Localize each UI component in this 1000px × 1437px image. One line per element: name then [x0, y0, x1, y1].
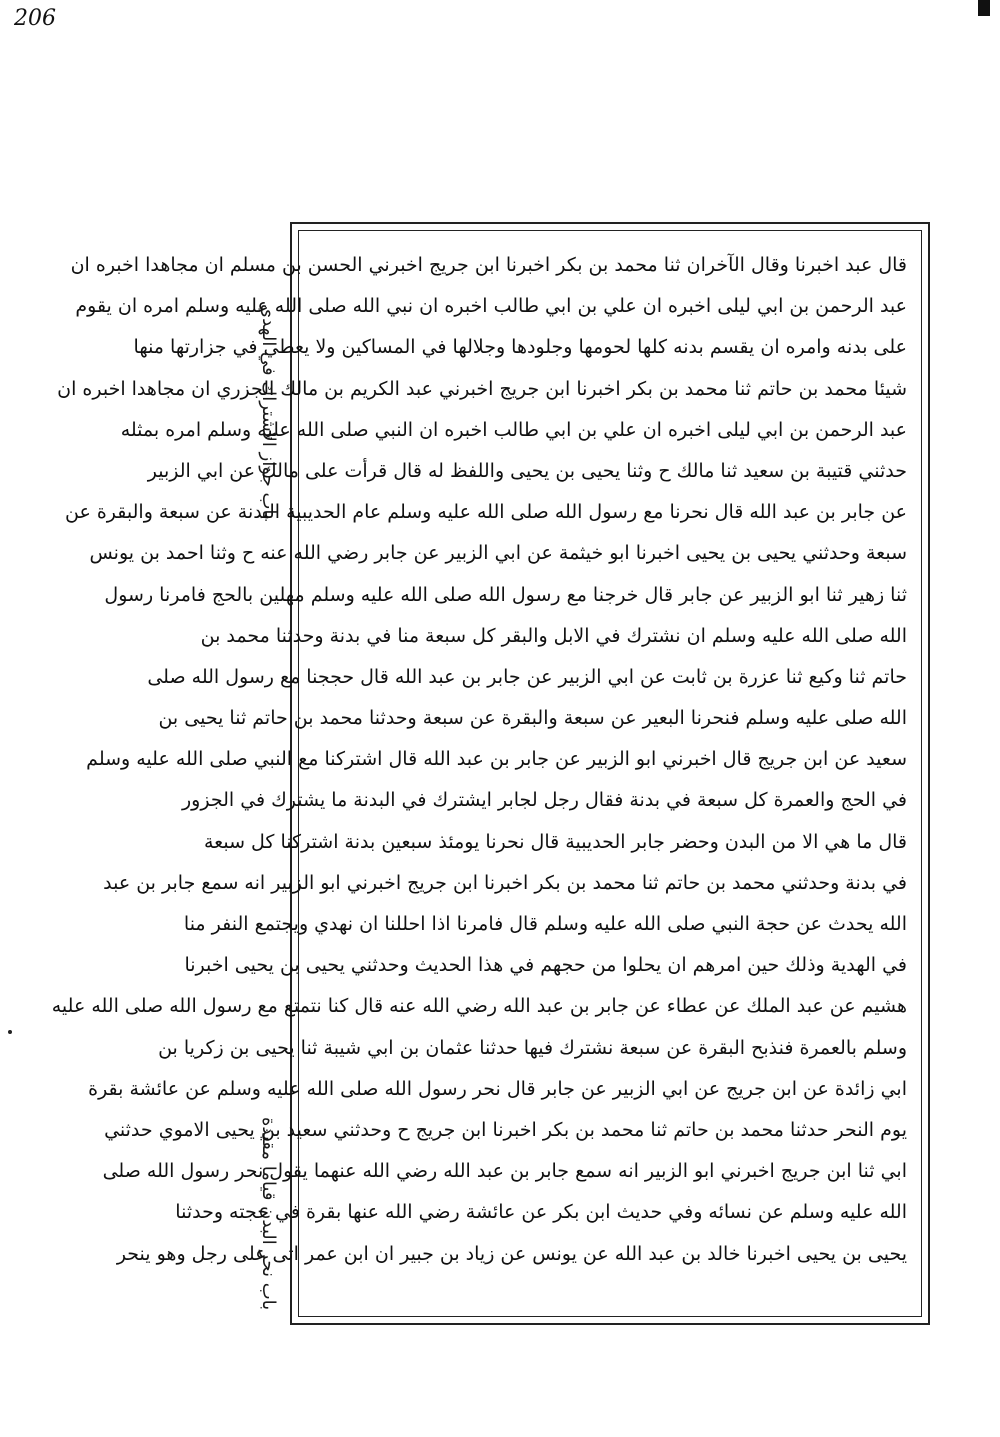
text-line: في بدنة وحدثني محمد بن حاتم ثنا محمد بن بكر اخبرنا ابن جريج اخبرني ابو الزبير انه سمع جابر بن عبد	[103, 871, 907, 894]
text-line: عبد الرحمن بن ابي ليلى اخبره ان علي بن ابي طالب اخبره ان نبي الله صلى الله عليه وسلم امره ان يقوم	[75, 295, 907, 318]
text-line: قال عبد اخبرنا وقال الآخران ثنا محمد بن بكر اخبرنا ابن جريج اخبرني الحسن بن مسلم ان مجاهدا اخبره ان	[70, 254, 907, 276]
text-line: حاتم ثنا وكيع ثنا عزرة بن ثابت عن ابي الزبير عن جابر بن عبد الله قال حججنا مع رسول الله صلى	[147, 665, 907, 688]
text-line: في الهدية وذلك حين امرهم ان يحلوا من حجهم في هذا الحديث وحدثني يحيى بن يحيى اخبرنا	[184, 954, 907, 977]
text-line: هشيم عن عبد الملك عن عطاء عن جابر بن عبد الله رضي الله عنه قال كنا نتمتع مع رسول الله صلى الله عليه	[51, 995, 907, 1018]
text-line: الله يحدث عن حجة النبي صلى الله عليه وسلم قال فامرنا اذا احللنا ان نهدي ويجتمع النفر منا	[183, 913, 907, 935]
text-line: قال ما هي الا من البدن وحضر جابر الحديبية قال نحرنا يومئذ سبعين بدنة اشتركنا كل سبعة	[204, 830, 907, 853]
text-line: عن جابر بن عبد الله قال نحرنا مع رسول الله صلى الله عليه وسلم عام الحديبية البدنة عن سبعة والبقرة عن	[65, 501, 907, 524]
margin-note-top: باب جواز الاشتراك في الهدي	[258, 304, 279, 520]
text-line: الله صلى عليه وسلم فنحرنا البعير عن سبعة والبقرة عن سبعة وحدثنا محمد بن حاتم ثنا يحيى بن	[158, 707, 907, 730]
corner-mark	[978, 0, 990, 16]
text-line: ابي ثنا ابن جريج اخبرني ابو الزبير انه سمع جابر بن عبد الله رضي الله عنهما يقول نحر رسول الله صلى	[102, 1160, 907, 1183]
margin-note-bottom: باب نحر البدن قياما مقيدة	[258, 1116, 279, 1310]
text-line: في الحج والعمرة كل سبعة في بدنة فقال رجل لجابر ايشترك في البدنة ما يشترك في الجزور	[181, 789, 907, 812]
text-line: على بدنه وامره ان يقسم بدنه كلها لحومها وجلودها وجلالها في المساكين ولا يعطي في جزارتها منها	[133, 336, 907, 359]
text-line: سعيد عن ابن جريج قال اخبرني ابو الزبير عن جابر بن عبد الله قال اشتركنا مع النبي صلى الله عليه وسلم	[86, 748, 907, 771]
text-line: الله عليه وسلم عن نسائه وفي حديث ابن بكر عن عائشة رضي الله عنها بقرة في حجته وحدثنا	[175, 1201, 907, 1224]
text-line: سبعة وحدثني يحيى بن يحيى اخبرنا ابو خيثمة عن ابي الزبير عن جابر رضي الله عنه ح وثنا احمد بن يونس	[89, 542, 907, 565]
text-line: وسلم بالعمرة فنذبح البقرة عن سبعة نشترك فيها حدثنا عثمان بن ابي شيبة ثنا يحيى بن زكريا بن	[158, 1036, 907, 1059]
margin-dot	[8, 1030, 12, 1034]
text-line: يحيى بن يحيى اخبرنا خالد بن عبد الله عن يونس عن زياد بن جبير ان ابن عمر اتى على رجل وهو ينحر	[116, 1242, 907, 1265]
text-line: حدثني قتيبة بن سعيد ثنا مالك ح وثنا يحيى بن يحيى واللفظ له قال قرأت على مالك عن ابي الزبير	[147, 459, 907, 482]
text-line: عبد الرحمن بن ابي ليلى اخبره ان علي بن ابي طالب اخبره ان النبي صلى الله عليه وسلم امره بمثله	[120, 418, 907, 441]
text-line: ابي زائدة عن ابن جريج عن ابي الزبير عن جابر قال نحر رسول الله صلى الله عليه وسلم عن عائشة بقرة	[88, 1077, 907, 1100]
text-line: الله صلى الله عليه وسلم ان نشترك في الابل والبقر كل سبعة منا في بدنة وحدثنا محمد بن	[200, 624, 907, 647]
text-line: شيئا محمد بن حاتم ثنا محمد بن بكر اخبرنا ابن جريج اخبرني عبد الكريم بن مالك الجزري ان مجاهدا اخبره ان	[57, 377, 907, 400]
page-number: 206	[14, 6, 56, 31]
text-line: يوم النحر حدثنا محمد بن حاتم ثنا محمد بن بكر اخبرنا ابن جريج ح وحدثني سعيد بن يحيى الاموي حدثني	[104, 1118, 907, 1141]
text-line: ثنا زهير ثنا ابو الزبير عن جابر قال خرجنا مع رسول الله صلى الله عليه وسلم مهلين بالحج فامرنا رسول	[104, 583, 907, 606]
